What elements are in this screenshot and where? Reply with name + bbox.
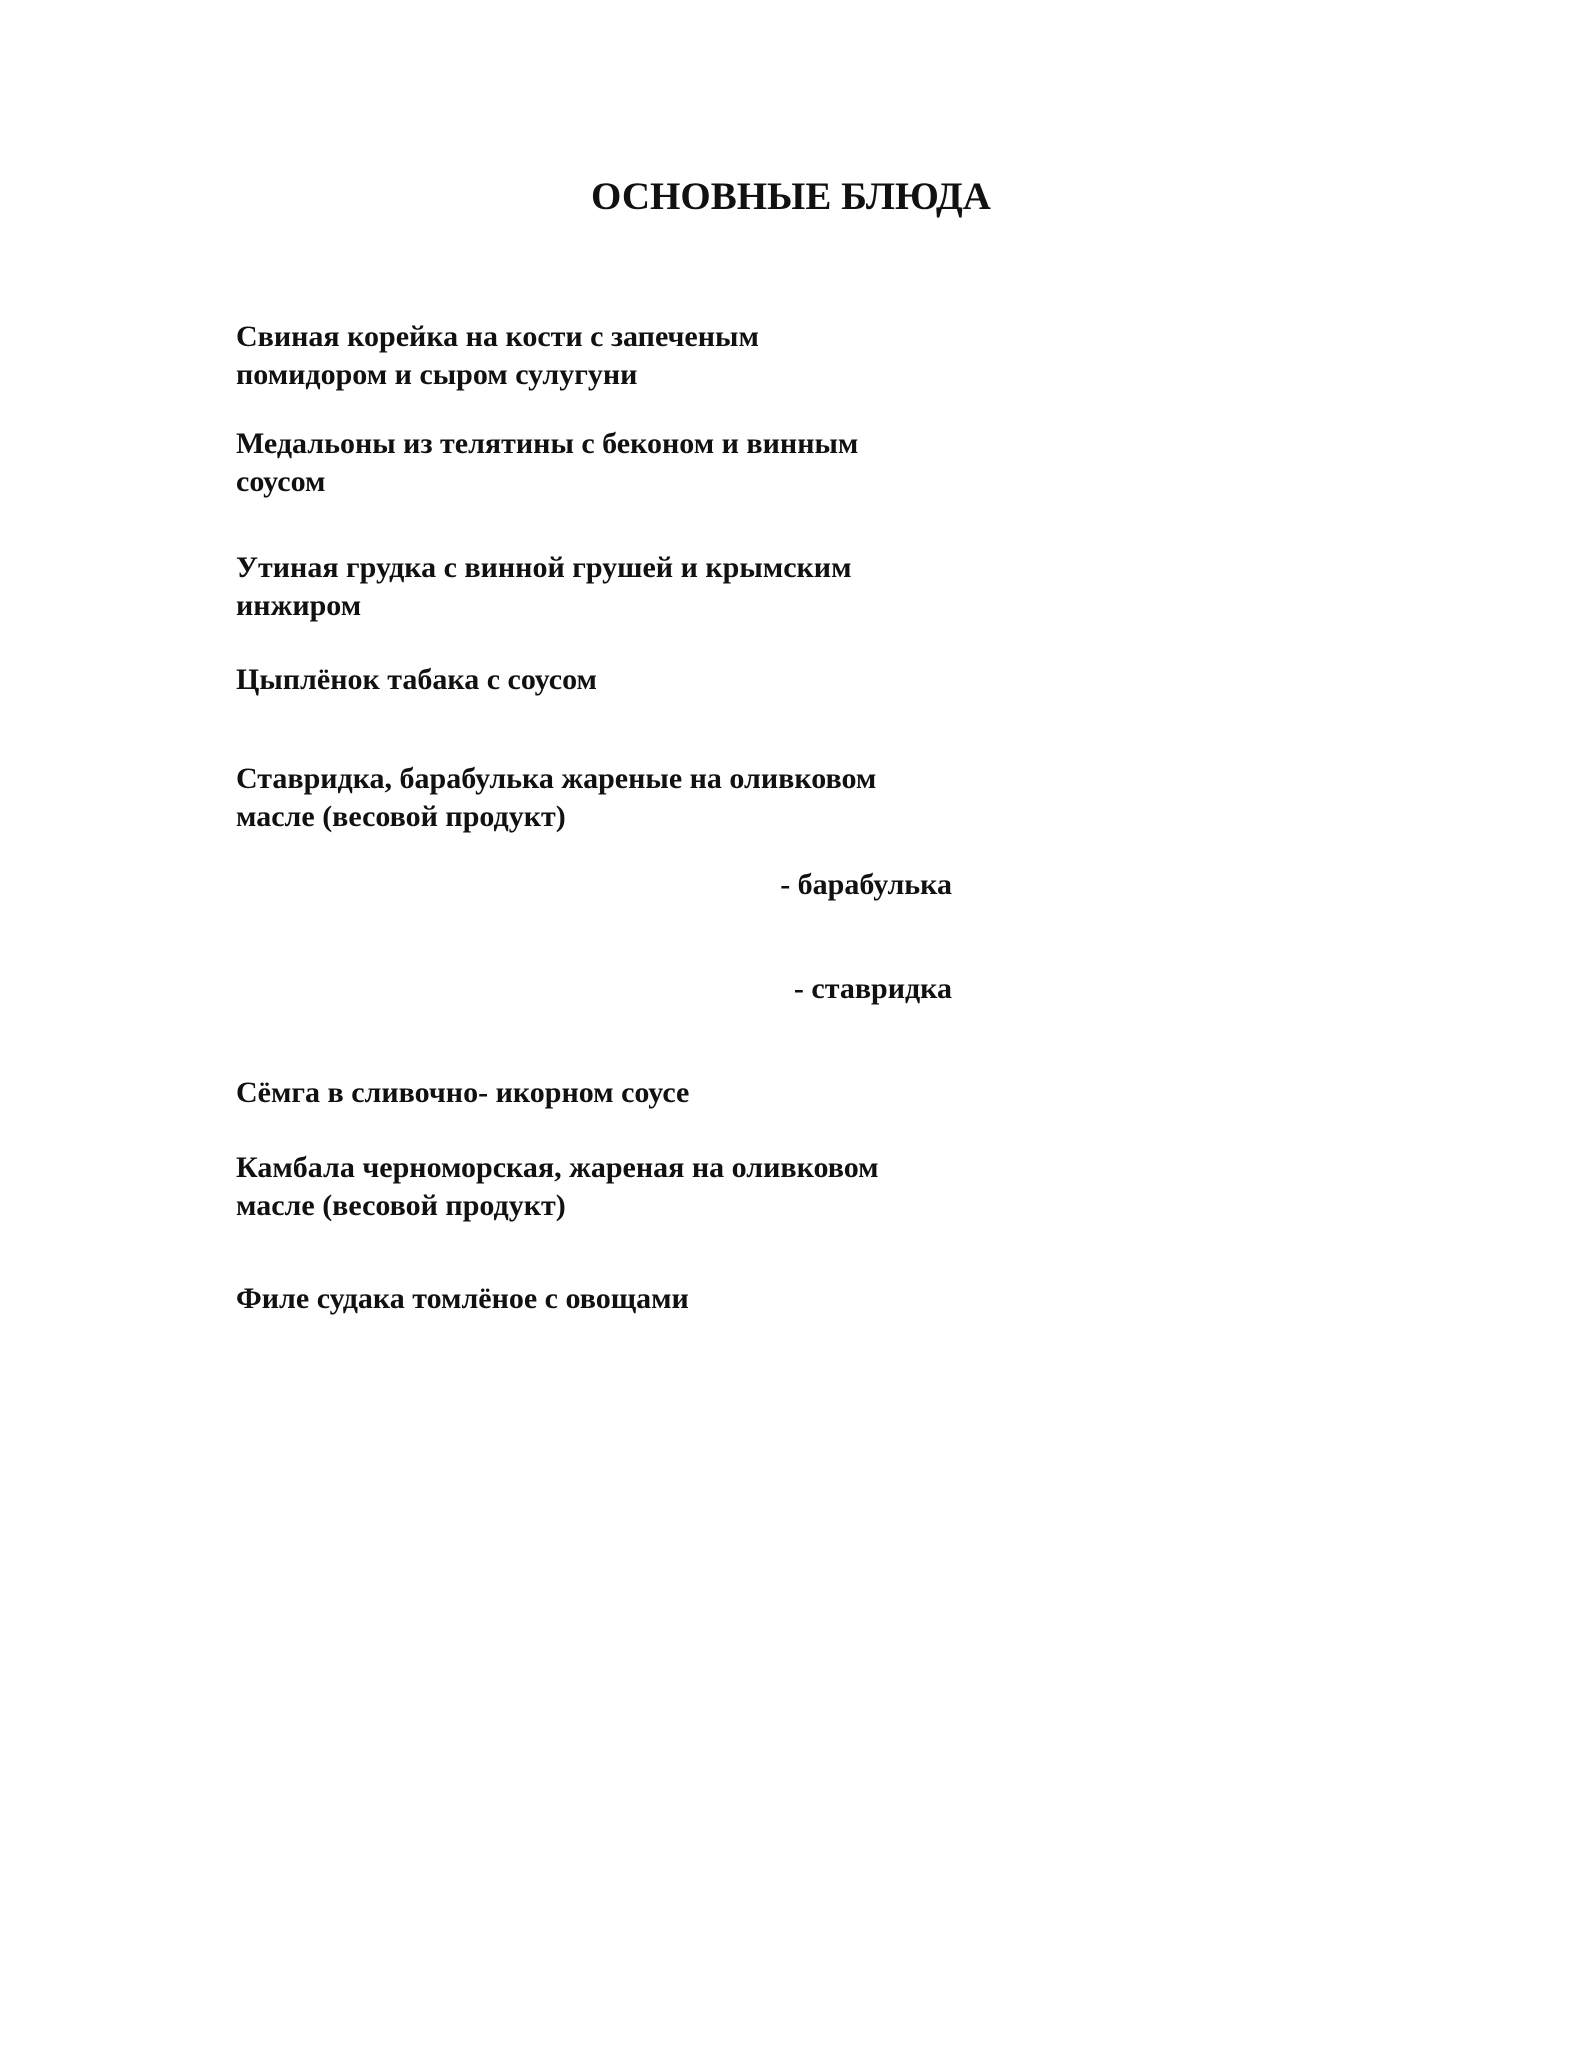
menu-item-line: масле (весовой продукт): [236, 1189, 566, 1222]
menu-item-line: соусом: [236, 465, 326, 498]
menu-item-fried-fish: [236, 760, 876, 836]
menu-item-line: Ставридка, барабулька жареные на оливковом: [236, 762, 877, 795]
menu-item-line: Камбала черноморская, жареная на оливковом: [236, 1151, 879, 1184]
menu-subitem-red-mullet: - барабулька: [780, 868, 952, 901]
page-title: ОСНОВНЫЕ БЛЮДА: [591, 175, 991, 218]
menu-item-chicken-tabaka: [236, 661, 597, 699]
menu-item-line: Свиная корейка на кости с запеченым: [236, 320, 759, 353]
menu-item-line: масле (весовой продукт): [236, 800, 566, 833]
menu-item-pike-perch: [236, 1280, 689, 1318]
menu-item-line: Медальоны из телятины с беконом и винным: [236, 427, 859, 460]
menu-item-line: Сёмга в сливочно- икорном соусе: [236, 1076, 690, 1109]
menu-item-salmon: [236, 1074, 689, 1112]
menu-item-line: Цыплёнок табака с соусом: [236, 663, 597, 696]
menu-item-line: Филе судака томлёное с овощами: [236, 1282, 689, 1315]
menu-item-line: Утиная грудка с винной грушей и крымским: [236, 551, 852, 584]
menu-item-line: помидором и сыром сулугуни: [236, 358, 638, 391]
menu-item-flounder: [236, 1149, 879, 1225]
menu-subitem-horse-mackerel: - ставридка: [793, 972, 952, 1005]
menu-item-veal-medallions: [236, 425, 858, 501]
menu-item-duck-breast: [236, 549, 852, 625]
menu-item-line: инжиром: [236, 589, 362, 622]
menu-item-pork-loin: [236, 318, 759, 394]
